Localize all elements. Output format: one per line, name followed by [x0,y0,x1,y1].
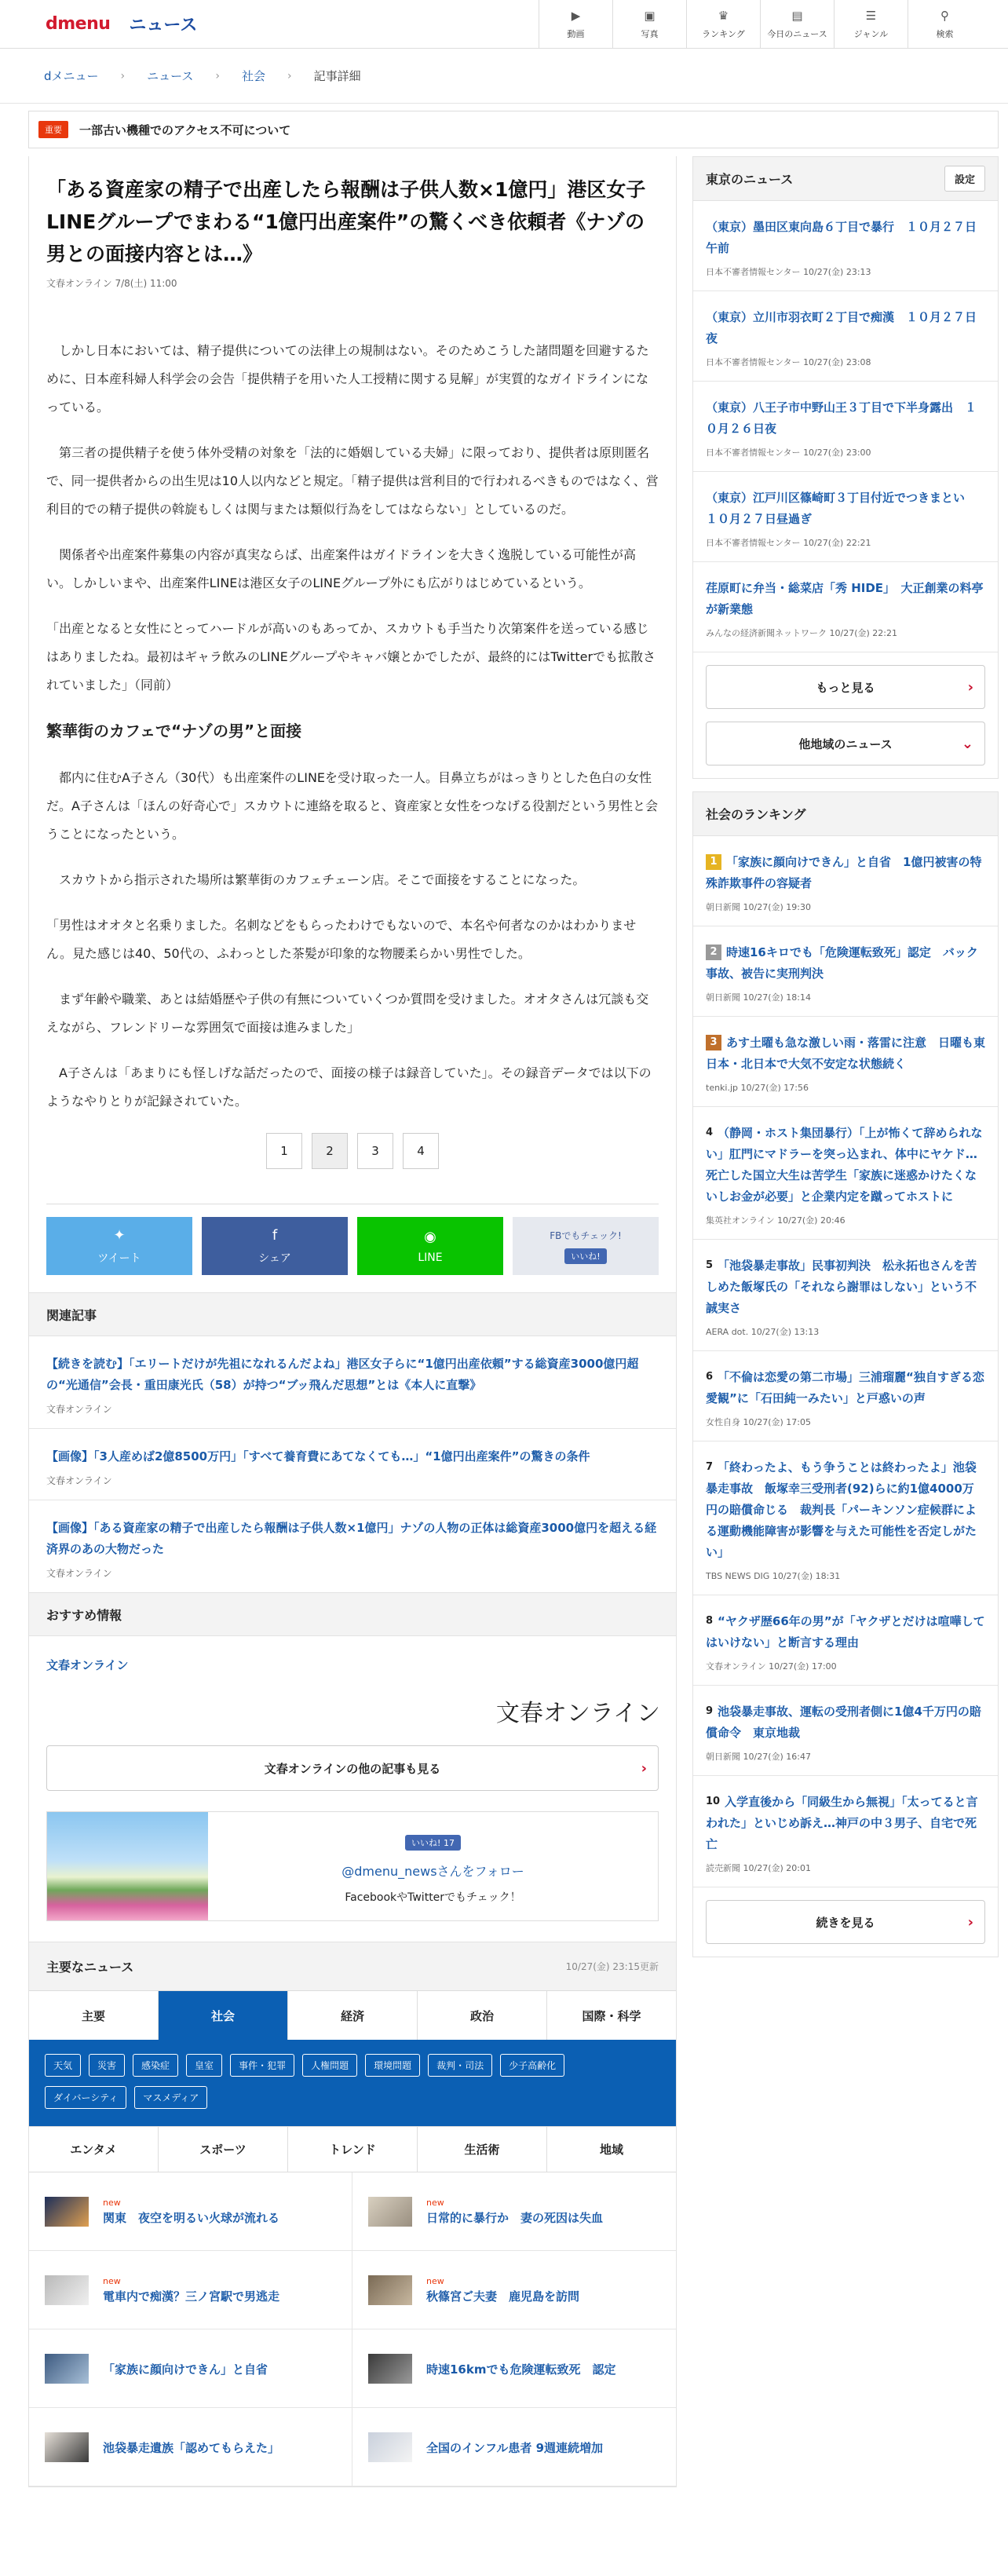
source-name: みんなの経済新聞ネットワーク [706,628,827,638]
facebook-icon: f [272,1226,278,1244]
source-name: 集英社オンライン [706,1215,775,1226]
tag-environment[interactable]: 環境問題 [365,2054,420,2077]
news-item[interactable] [29,2251,352,2329]
tag-crime[interactable]: 事件・犯罪 [230,2054,294,2077]
ranking-title[interactable] [706,1457,985,1563]
tab-politics[interactable]: 政治 [418,1991,547,2040]
article-title: 「ある資産家の精子で出産したら報酬は子供人数×1億円」港区女子LINEグループでまわる“1億円出産案件”の驚くべき依頼者《ナゾの男との面接内容とは…》 [46,178,646,265]
related-item[interactable] [29,1336,676,1429]
twitter-icon: ✦ [113,1226,126,1244]
news-title[interactable]: 電車内で痴漢？三ノ宮駅で男逃走 [103,2289,280,2304]
related-heading: 関連記事 [29,1292,676,1336]
ranking-title[interactable] [706,1701,985,1744]
ranking-title-text[interactable]: （静岡・ホスト集団暴行）「上が怖くて辞められない」肛門にマドラーを突っ込まれ、体中にヤケド…死亡した国立大生は苦学生「家族に迷惑かけたくないしお金が必要」と企業内定を蹴ってホストに [706,1126,983,1204]
rank-number: 5 [706,1259,714,1271]
tokyo-news-title[interactable]: （東京）立川市羽衣町２丁目で痴漢 １０月２７日夜 [706,310,977,345]
ranking-source [706,1325,985,1338]
ranking-header [693,792,998,836]
tokyo-news-source [706,356,985,368]
main-column [28,156,677,2487]
ranking-title-text[interactable]: あす土曜も急な激しい雨・落雷に注意 日曜も東日本・北日本で大気不安定な状態続く [706,1036,986,1071]
ranking-item[interactable] [693,1686,998,1776]
source-time: 10/27(金) 19:30 [743,902,811,912]
genre-icon: ☰ [865,9,877,23]
rank-number: 8 [706,1615,714,1627]
nav-search-label: 検索 [936,29,954,39]
share-buttons [29,1204,676,1292]
chevron-right-icon: › [967,1913,973,1931]
related-source: 文春オンライン [46,1568,112,1579]
facebook-share-label: シェア [258,1251,291,1265]
ranking-item[interactable] [693,1441,998,1595]
ranking-title-text[interactable]: 入学直後から「同級生から無視」「太ってると言われた」といじめ訴え…神戸の中３男子、自宅で死亡 [706,1795,978,1851]
tag-imperial[interactable]: 皇室 [186,2054,222,2077]
tab-society[interactable]: 社会 [159,1991,288,2040]
category-tabs-secondary [29,2126,676,2172]
related-item[interactable] [29,1429,676,1500]
article-paragraph: まず年齢や職業、あとは結婚歴や子供の有無についていくつか質問を受けました。オオタさんは冗談も交えながら、フレンドリーな雰囲気で面接は進みました」 [46,992,649,1035]
related-title[interactable]: 【画像】「ある資産家の精子で出産したら報酬は子供人数×1億円」ナゾの人物の正体は総資産3000億円を超える経済界のあの大物だった [46,1521,657,1556]
tag-mass-media[interactable]: マスメディア [134,2086,207,2109]
source-time: 10/27(金) 23:13 [803,267,871,277]
nav-search[interactable] [908,0,981,49]
ranking-title[interactable] [706,1032,985,1075]
tab-international[interactable]: 国際・科学 [547,1991,676,2040]
news-title[interactable]: 池袋暴走遺族「認めてもらえた」 [103,2441,280,2455]
news-thumbnail [45,2197,89,2227]
article-paragraph: A子さんは「あまりにも怪しげな話だったので、面接の様子は録音していた」。その録音データでは以下のようなやりとりが記録されていた。 [46,1065,652,1109]
twitter-share-label: ツイート [97,1251,141,1265]
rank-number: 10 [706,1796,721,1807]
source-name: 日本不審者情報センター [706,538,801,548]
source-name: 朝日新聞 [706,902,740,912]
tag-aging[interactable]: 少子高齢化 [500,2054,564,2077]
news-title[interactable]: 「家族に顔向けできん」と自省 [103,2362,268,2377]
nav-ranking-label: ランキング [702,29,745,39]
tag-justice[interactable]: 裁判・司法 [428,2054,492,2077]
ranking-title-text[interactable]: 「池袋暴走事故」民事初判決 松永拓也さんを苦しめた飯塚氏の「それなら謝罪はしない」という不誠実さ [706,1259,977,1315]
nav-today-label: 今日のニュース [767,29,827,39]
source-time: 10/27(金) 18:31 [772,1571,841,1581]
news-title[interactable]: 時速16kmでも危険運転致死 認定 [426,2362,616,2377]
rank-number: 9 [706,1705,714,1717]
tokyo-news-source [706,265,985,278]
tokyo-news-item[interactable] [693,562,998,652]
rank-number: 7 [706,1461,714,1473]
tokyo-news-item[interactable] [693,472,998,562]
nav-ranking[interactable] [686,0,760,49]
tag-weather[interactable]: 天気 [45,2054,81,2077]
source-name: 日本不審者情報センター [706,267,801,277]
news-thumbnail [368,2432,412,2462]
ranking-item[interactable] [693,1017,998,1107]
news-item[interactable] [29,2408,352,2486]
source-time: 10/27(金) 17:05 [743,1417,811,1427]
chevron-right-icon: › [967,678,973,696]
page-4-button[interactable]: 4 [403,1133,439,1169]
nav-today[interactable] [760,0,834,49]
ranking-item[interactable] [693,1351,998,1441]
ranking-source [706,1416,985,1428]
twitter-share-button[interactable] [46,1217,192,1275]
ranking-source [706,1569,985,1582]
tokyo-more-label: もっと見る [816,680,875,695]
line-share-label: LINE [418,1251,443,1264]
source-time: 10/27(金) 20:01 [743,1863,811,1873]
ranking-more-label: 続きを見る [816,1915,875,1930]
nav-genre-label: ジャンル [853,29,889,39]
recommend-heading: おすすめ情報 [29,1592,676,1636]
tab-entertainment[interactable]: エンタメ [29,2127,159,2172]
chevron-right-icon: › [641,1759,647,1777]
article-paragraph: しかし日本においては、精子提供についての法律上の規制はない。そのためこうした諸問題を回避するために、日本産科婦人科学会の会告「提供精子を用いた人工授精に関する見解」が実質的なガイドラインになっている。 [46,343,649,415]
ranking-title-text[interactable]: 池袋暴走事故、運転の受刑者側に1億4千万円の賠償命令 東京地裁 [706,1705,981,1740]
chevron-right-icon: › [215,69,221,82]
ranking-item[interactable] [693,1595,998,1686]
source-time: 10/27(金) 13:13 [751,1327,820,1337]
ranking-heading: 社会のランキング [706,807,806,822]
article-paragraph: 関係者や出産案件募集の内容が真実ならば、出産案件はガイドラインを大きく逸脱している可能性が高い。しかしいまや、出産案件LINEは港区女子のLINEグループ外にも広がりはじめているという。 [46,547,637,590]
source-name: 文春オンライン [706,1661,766,1672]
ranking-icon: ♛ [718,9,729,23]
tokyo-news-heading: 東京のニュース [706,172,794,187]
news-logo[interactable]: ニュース [129,16,198,35]
article-paragraph: 都内に住むA子さん（30代）も出産案件のLINEを受け取った一人。目鼻立ちがはっきりとした色白の女性だ。A子さんは「ほんの好奇心で」スカウトに連絡を取ると、資産家と女性をつなげる役割だという男性と会うことになったという。 [46,770,658,842]
search-icon: ⚲ [940,9,949,23]
ranking-source [706,1214,985,1226]
rank-number: 3 [706,1035,721,1050]
news-thumbnail [45,2275,89,2305]
tokyo-news-source [706,627,985,639]
news-item[interactable] [352,2251,676,2329]
source-time: 10/27(金) 17:56 [740,1083,809,1093]
notice-text[interactable]: 一部古い機種でのアクセス不可について [79,122,291,137]
ranking-title-text[interactable]: 「終わったよ、もう争うことは終わったよ」池袋暴走事故 飯塚幸三受刑者(92)らに約1億4000万円の賠償命じる 裁判長「パーキンソン症候群による運動機能障害が影響を与えた可能性を否定しがたい」 [706,1460,977,1559]
header-nav [539,0,981,49]
related-title[interactable]: 【画像】「3人産めば2億8500万円」「すべて養育費にあてなくても…」“1億円出産案件”の驚きの条件 [46,1449,590,1463]
ranking-title[interactable] [706,1255,985,1319]
tokyo-news-item[interactable] [693,201,998,291]
news-item[interactable] [29,2172,352,2251]
source-name: 朝日新聞 [706,992,740,1003]
tag-infection[interactable]: 感染症 [133,2054,178,2077]
tokyo-news-title[interactable]: （東京）墨田区東向島６丁目で暴行 １０月２７日午前 [706,220,977,255]
breadcrumb [0,49,1008,104]
source-name: TBS NEWS DIG [706,1571,770,1581]
ranking-source [706,991,985,1003]
tag-human-rights[interactable]: 人権問題 [302,2054,357,2077]
ranking-source [706,1081,985,1094]
news-item[interactable] [352,2172,676,2251]
ranking-title[interactable] [706,1367,985,1409]
breadcrumb-news[interactable]: ニュース [147,69,194,83]
nav-photo-label: 写真 [641,29,659,39]
rank-number: 2 [706,945,721,960]
related-title[interactable]: 【続きを読む】「エリートだけが先祖になれるんだよね」港区女子らに“1億円出産依頼”する総資産3000億円超の“光通信”会長・重田康光氏（58）が持つ“ブッ飛んだ思想”とは《本人に直撃》 [46,1357,639,1392]
news-item[interactable] [352,2329,676,2408]
ranking-title[interactable] [706,942,985,985]
ranking-item[interactable] [693,1107,998,1240]
related-source: 文春オンライン [46,1404,112,1415]
tokyo-news-box [692,156,999,779]
chevron-right-icon: › [287,69,292,82]
nav-video-label: 動画 [567,29,585,39]
news-item[interactable] [352,2408,676,2486]
sidebar [692,156,999,2487]
nav-video[interactable] [539,0,612,49]
source-name: 日本不審者情報センター [706,448,801,458]
major-news-updated: 10/27(金) 23:15更新 [565,1961,659,1972]
bunshun-more-button[interactable] [46,1745,659,1791]
ranking-title-text[interactable]: 時速16キロでも「危険運転致死」認定 バック事故、被告に実刑判決 [706,945,978,981]
source-time: 10/27(金) 22:21 [829,628,897,638]
article-body [29,290,676,1116]
news-title[interactable]: 関東 夜空を明るい火球が流れる [103,2210,280,2225]
news-title[interactable]: 全国のインフル患者 9週連続増加 [426,2441,604,2455]
source-time: 10/27(金) 18:14 [743,992,811,1003]
news-grid [29,2172,676,2486]
tab-trend[interactable]: トレンド [288,2127,418,2172]
site-logo[interactable] [46,12,197,36]
ranking-title[interactable] [706,852,985,894]
ranking-title[interactable] [706,1123,985,1208]
article-meta: 文春オンライン 7/8(土) 11:00 [46,278,177,289]
news-item[interactable] [29,2329,352,2408]
fb-like-button[interactable]: いいね! [564,1248,606,1264]
settings-button[interactable]: 設定 [944,166,985,192]
article-subheading: 繁華街のカフェで“ナゾの男”と面接 [46,722,302,740]
follow-box [46,1811,659,1921]
breadcrumb-current: 記事詳細 [313,69,361,83]
today-icon: ▤ [791,9,803,23]
source-time: 10/27(金) 22:21 [803,538,871,548]
topic-tags [29,2040,676,2126]
ranking-source [706,1660,985,1672]
ranking-more-button[interactable] [706,1900,985,1944]
tokyo-news-item[interactable] [693,291,998,382]
category-tabs [29,1990,676,2040]
ranking-item[interactable] [693,836,998,926]
source-time: 10/27(金) 23:00 [803,448,871,458]
tokyo-news-title[interactable]: （東京）江戸川区篠崎町３丁目付近でつきまとい １０月２７日昼過ぎ [706,491,977,526]
news-title[interactable]: 秋篠宮ご夫妻 鹿児島を訪問 [426,2289,580,2304]
facebook-share-button[interactable] [202,1217,348,1275]
new-badge: new [426,2197,444,2208]
ranking-title[interactable] [706,1792,985,1855]
nav-genre[interactable] [834,0,908,49]
nav-photo[interactable] [612,0,686,49]
new-badge: new [103,2275,121,2286]
dmenu-logo[interactable]: dmenu [46,14,111,34]
page-1-button[interactable]: 1 [266,1133,302,1169]
line-share-button[interactable] [357,1217,503,1275]
photo-icon: ▣ [644,9,656,23]
tab-lifestyle[interactable]: 生活術 [418,2127,547,2172]
bunshun-logo: 文春オンライン [495,1700,660,1727]
chevron-down-icon: ⌄ [961,735,973,752]
source-time: 10/27(金) 16:47 [743,1752,811,1762]
rank-number: 6 [706,1371,714,1383]
cosmos-flower-image [47,1812,208,1920]
news-thumbnail [368,2354,412,2384]
tag-diversity[interactable]: ダイバーシティ [45,2086,126,2109]
source-name: 日本不審者情報センター [706,357,801,367]
new-badge: new [426,2275,444,2286]
tokyo-news-item[interactable] [693,382,998,472]
major-news-header [29,1942,676,1990]
source-time: 10/27(金) 17:00 [769,1661,837,1672]
site-header [0,0,1008,49]
tab-region[interactable]: 地域 [547,2127,676,2172]
tokyo-news-title[interactable]: （東京）八王子市中野山王３丁目で下半身露出 １０月２６日夜 [706,400,977,436]
tag-disaster[interactable]: 災害 [89,2054,125,2077]
ranking-item[interactable] [693,1240,998,1351]
other-region-label: 他地域のニュース [798,736,893,751]
other-region-button[interactable] [706,722,985,765]
tab-main[interactable]: 主要 [29,1991,159,2040]
source-name: 女性自身 [706,1417,740,1427]
source-time: 10/27(金) 20:46 [777,1215,845,1226]
ranking-source [706,1862,985,1874]
related-item[interactable] [29,1500,676,1592]
ranking-title-text[interactable]: 「家族に顔向けできん」と自省 1億円被害の特殊詐欺事件の容疑者 [706,855,982,890]
facebook-check-box [513,1217,659,1275]
follow-link[interactable]: @dmenu_newsさんをフォロー [341,1863,524,1879]
source-name: 朝日新聞 [706,1752,740,1762]
rank-number: 1 [706,854,721,870]
recommend-link[interactable]: 文春オンライン [46,1658,129,1672]
tokyo-news-source [706,536,985,549]
related-source: 文春オンライン [46,1475,112,1486]
article-paragraph: 「男性はオオタと名乗りました。名刺などをもらったわけでもないので、本名や何者なのかはわかりません。見た感じは40、50代の、ふわっとした茶髪が印象的な物腰柔らかい男性でした。 [46,918,637,961]
news-thumbnail [45,2432,89,2462]
chevron-right-icon: › [120,69,126,82]
ranking-item[interactable] [693,1776,998,1887]
fb-like-count-button[interactable]: いいね! 17 [405,1835,461,1851]
notice-bar[interactable] [28,111,999,148]
ranking-title-text[interactable]: 「不倫は恋愛の第二市場」三浦瑠麗“独自すぎる恋愛観”に「石田純一みたい」と戸惑いの声 [706,1370,984,1405]
breadcrumb-dmenu[interactable]: dメニュー [44,69,99,83]
source-name: tenki.jp [706,1083,739,1093]
ranking-title[interactable] [706,1611,985,1653]
pagination [29,1133,676,1169]
news-thumbnail [45,2354,89,2384]
tokyo-more-button[interactable] [706,665,985,709]
article-paragraph: 第三者の提供精子を使う体外受精の対象を「法的に婚姻している夫婦」に限っており、提供者は原則匿名で、同一提供者からの出生児は10人以内などと規定。「精子提供は営利目的で行われるべきものではなく、営利目的での精子提供の斡旋もしくは関与または類似行為をしてはならない」としているのだ。 [46,445,659,517]
article-paragraph: 「出産となると女性にとってハードルが高いのもあってか、スカウトも手当たり次第案件を送っている感じはありましたね。最初はギャラ飲みのLINEグループやキャバ嬢とかでしたが、最終的にはTwitterでも拡散されていました」（同前） [46,621,656,692]
follow-body [208,1812,658,1920]
major-news-title: 主要なニュース [46,1960,134,1975]
news-title[interactable]: 日常的に暴行か 妻の死因は失血 [426,2210,604,2225]
fb-check-label: FBでもチェック! [550,1230,622,1241]
ranking-box [692,791,999,1957]
ranking-source [706,1750,985,1763]
tokyo-news-header [693,157,998,201]
tab-economy[interactable]: 経済 [288,1991,418,2040]
breadcrumb-society[interactable]: 社会 [242,69,266,83]
source-name: AERA dot. [706,1327,749,1337]
source-name: 読売新聞 [706,1863,740,1873]
tab-sports[interactable]: スポーツ [159,2127,288,2172]
video-icon: ▶ [571,9,581,23]
ranking-item[interactable] [693,926,998,1017]
ranking-title-text[interactable]: “ヤクザ歴66年の男”が「ヤクザとだけは喧嘩してはいけない」と断言する理由 [706,1614,985,1650]
news-thumbnail [368,2275,412,2305]
page-3-button[interactable]: 3 [357,1133,393,1169]
follow-subtext: FacebookやTwitterでもチェック！ [345,1891,521,1904]
source-time: 10/27(金) 23:08 [803,357,871,367]
rank-number: 4 [706,1127,714,1138]
tokyo-news-title[interactable]: 荏原町に弁当・総菜店「秀 HIDE」 大正創業の料亭が新業態 [706,581,984,616]
new-badge: new [103,2197,121,2208]
ranking-source [706,901,985,913]
page-2-button[interactable]: 2 [312,1133,348,1169]
notice-badge: 重要 [38,121,68,138]
bunshun-more-label: 文春オンラインの他の記事も見る [264,1761,441,1776]
tokyo-news-source [706,446,985,459]
article-paragraph: スカウトから指示された場所は繁華街のカフェチェーン店。そこで面接をすることになった。 [59,872,586,887]
line-icon: ◉ [424,1228,436,1245]
article-header [29,156,676,290]
content-wrapper [28,156,999,2487]
news-thumbnail [368,2197,412,2227]
